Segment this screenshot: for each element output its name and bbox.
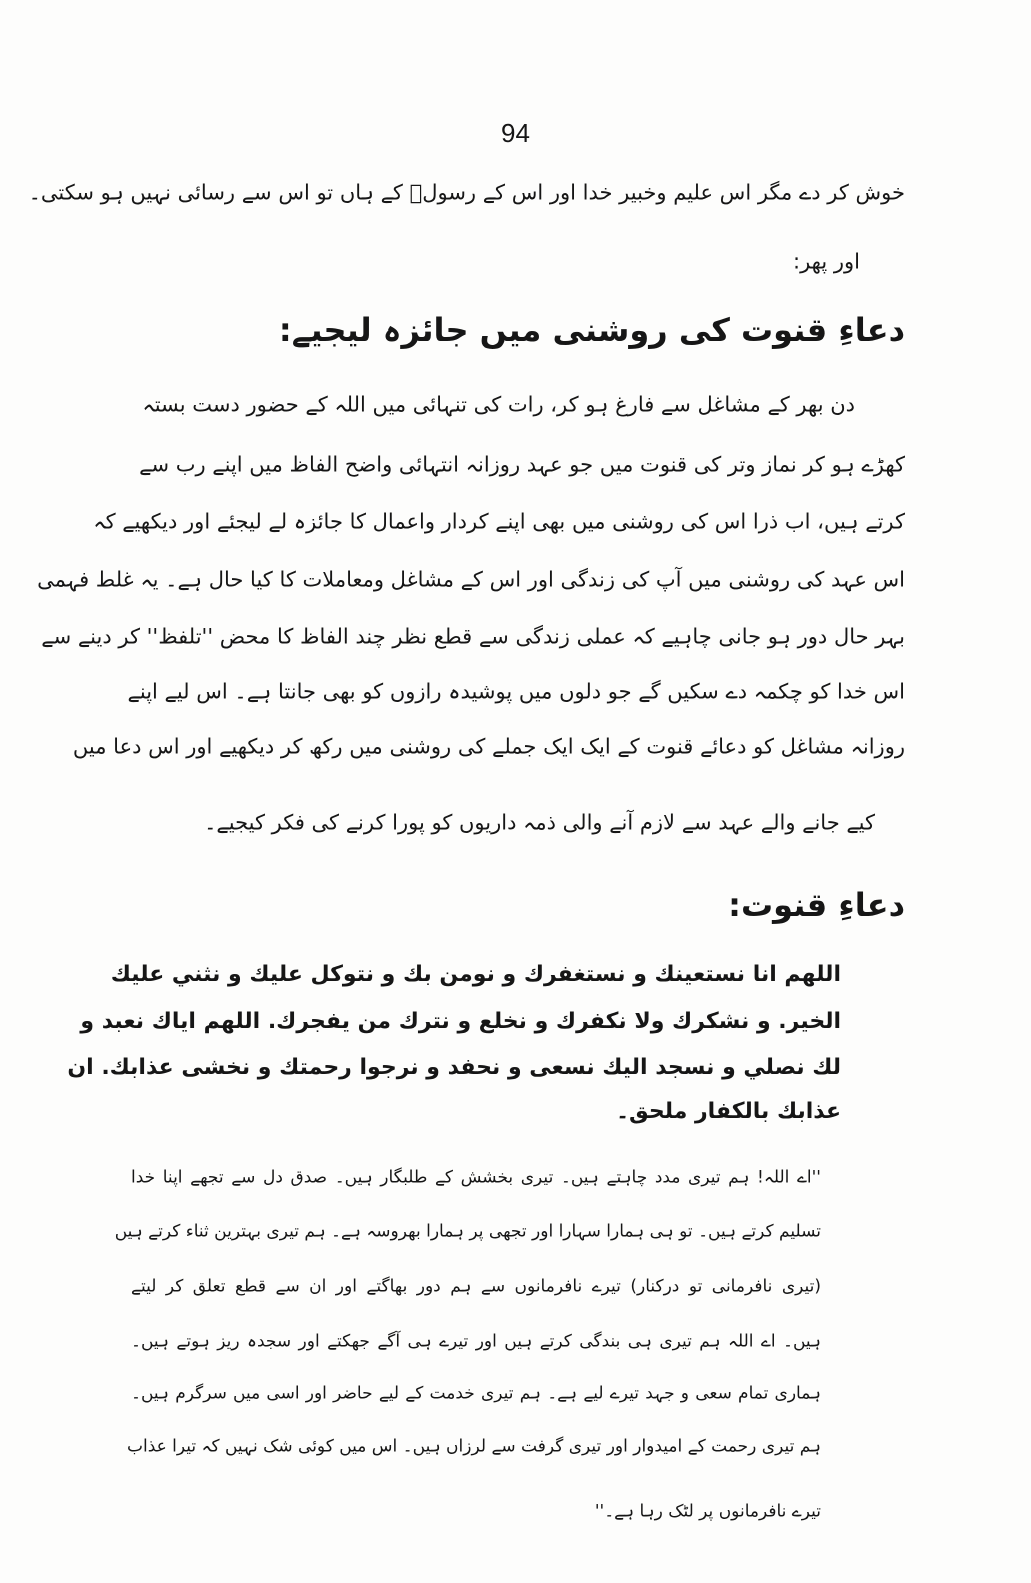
paragraph-line: کیے جانے والے عہد سے لازم آنے والی ذمہ داریوں کو پورا کرنے کی فکر کیجیے۔ (204, 810, 875, 835)
paragraph-line: دن بھر کے مشاغل سے فارغ ہو کر، رات کی تنہائی میں اللہ کے حضور دست بستہ (142, 392, 855, 417)
translation-line: تسلیم کرتے ہیں۔ تو ہی ہمارا سہارا اور تجھی پر ہمارا بھروسہ ہے۔ ہم تیری بہترین ثناء کرتے ہیں (114, 1221, 821, 1242)
paragraph-line: کرتے ہیں، اب ذرا اس کی روشنی میں بھی اپنے کردار واعمال کا جائزہ لے لیجئے اور دیکھیے کہ (93, 509, 905, 534)
translation-line: ہماری تمام سعی و جہد تیرے لیے ہے۔ ہم تیری خدمت کے لیے حاضر اور اسی میں سرگرم ہیں۔ (131, 1383, 821, 1404)
paragraph-line: بہر حال دور ہو جانی چاہیے کہ عملی زندگی سے قطع نظر چند الفاظ کا محض ''تلفظ'' کر دینے سے (41, 624, 905, 649)
translation-line: ہیں۔ اے اللہ ہم تیری ہی بندگی کرتے ہیں اور تیرے ہی آگے جھکتے اور سجدہ ریز ہوتے ہیں۔ (131, 1331, 821, 1352)
page-number: 94 (501, 118, 530, 148)
intro-line: خوش کر دے مگر اس علیم وخبیر خدا اور اس کے رسولؐ کے ہاں تو اس سے رسائی نہیں ہو سکتی۔ (28, 180, 905, 205)
section-heading-review: دعاءِ قنوت کی روشنی میں جائزہ لیجیے: (278, 311, 905, 349)
paragraph-line: روزانہ مشاغل کو دعائے قنوت کے ایک ایک جملے کی روشنی میں رکھ کر دیکھیے اور اس دعا میں (72, 734, 905, 759)
section-heading-dua-qunoot: دعاءِ قنوت: (728, 886, 905, 924)
translation-line: ہم تیری رحمت کے امیدوار اور تیری گرفت سے لرزاں ہیں۔ اس میں کوئی شک نہیں کہ تیرا عذاب (126, 1436, 821, 1457)
paragraph-line: کھڑے ہو کر نماز وتر کی قنوت میں جو عہد روزانہ انتہائی واضح الفاظ میں اپنے رب سے (139, 452, 905, 477)
arabic-line: لك نصلي و نسجد اليك نسعى و نحفد و نرجوا رحمتك و نخشى عذابك. ان (67, 1055, 841, 1080)
translation-line: ''اے اللہ! ہم تیری مدد چاہتے ہیں۔ تیری بخشش کے طلبگار ہیں۔ صدق دل سے تجھے اپنا خدا (131, 1167, 821, 1188)
and-then-label: اور پھر: (793, 249, 860, 274)
paragraph-line: اس خدا کو چکمہ دے سکیں گے جو دلوں میں پوشیدہ رازوں کو بھی جانتا ہے۔ اس لیے اپنے (127, 679, 905, 704)
arabic-line: اللهم انا نستعينك و نستغفرك و نومن بك و نتوكل عليك و نثني عليك (110, 962, 841, 987)
paragraph-line: اس عہد کی روشنی میں آپ کی زندگی اور اس کے مشاغل ومعاملات کا کیا حال ہے۔ یہ غلط فہمی (37, 567, 905, 592)
translation-line: تیرے نافرمانوں پر لٹک رہا ہے۔'' (594, 1501, 821, 1522)
arabic-line: عذابك بالكفار ملحق۔ (616, 1099, 841, 1124)
arabic-line: الخير. و نشكرك ولا نكفرك و نخلع و نترك من يفجرك. اللهم اياك نعبد و (80, 1009, 841, 1034)
translation-line: (تیری نافرمانی تو درکنار) تیرے نافرمانوں سے ہم دور بھاگتے اور ان سے قطع تعلق کر لیتے (131, 1276, 821, 1297)
